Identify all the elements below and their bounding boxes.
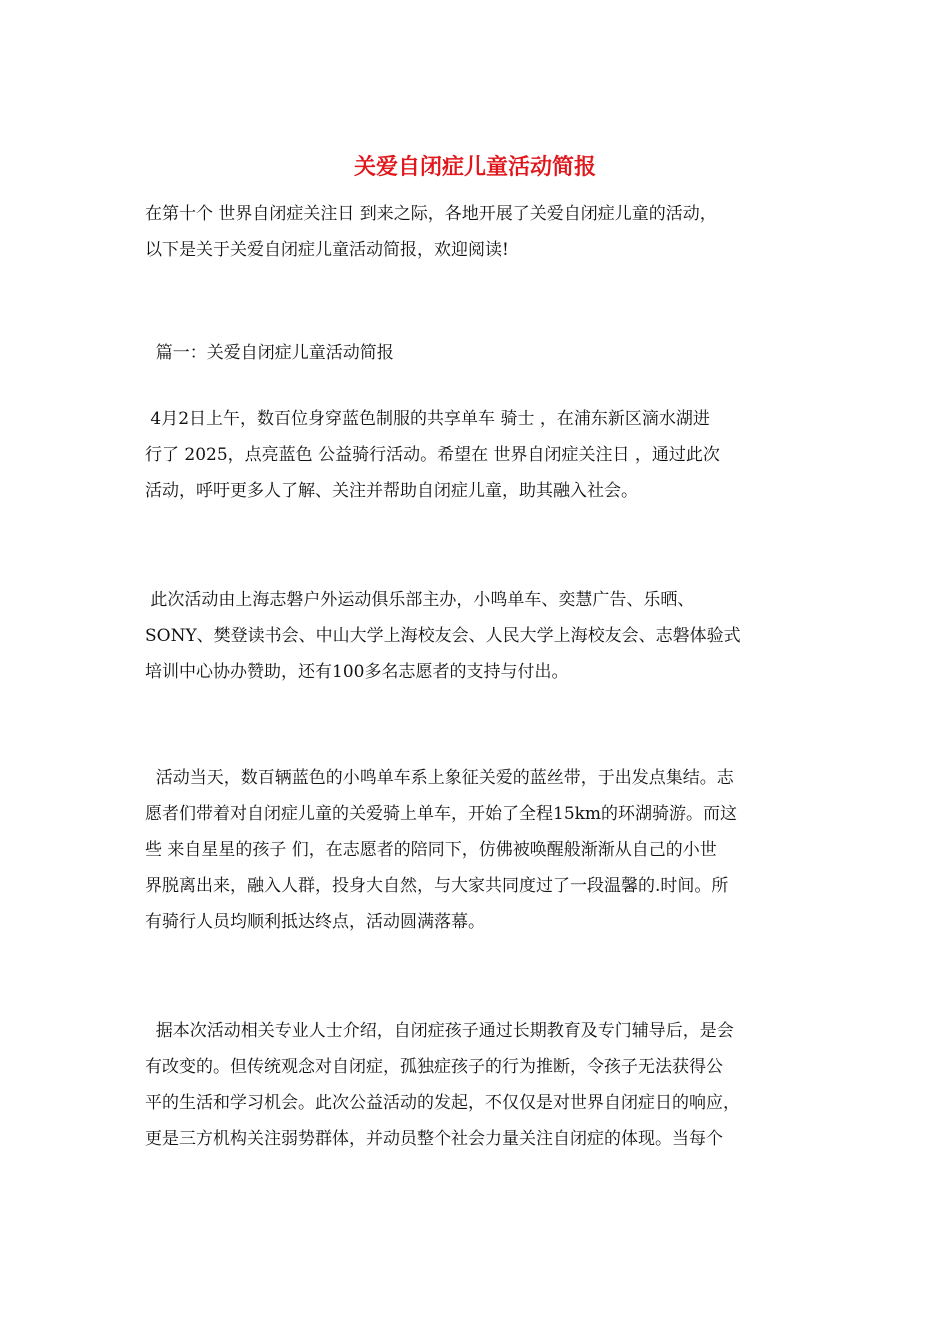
intro-paragraph — [145, 196, 807, 268]
paragraph-line: 4月2日上午，数百位身穿蓝色制服的共享单车 骑士 ，在浦东新区滴水湖进 — [145, 409, 710, 429]
body-paragraph-4 — [145, 1013, 807, 1157]
paragraph-line: 培训中心协办赞助，还有100多名志愿者的支持与付出。 — [145, 662, 569, 682]
paragraph-line: 更是三方机构关注弱势群体，并动员整个社会力量关注自闭症的体现。当每个 — [145, 1129, 723, 1149]
paragraph-line: 有骑行人员均顺利抵达终点，活动圆满落幕。 — [145, 912, 485, 932]
body-paragraph-3 — [145, 760, 807, 940]
section-heading — [145, 335, 807, 371]
paragraph-line: 界脱离出来，融入人群，投身大自然，与大家共同度过了一段温馨的.时间。所 — [145, 876, 729, 896]
paragraph-line: 有改变的。但传统观念对自闭症，孤独症孩子的行为推断，令孩子无法获得公 — [145, 1057, 723, 1077]
paragraph-line: 平的生活和学习机会。此次公益活动的发起，不仅仅是对世界自闭症日的响应， — [145, 1093, 740, 1113]
body-paragraph-2 — [145, 582, 807, 690]
paragraph-line: 些 来自星星的孩子 们，在志愿者的陪同下，仿佛被唤醒般渐渐从自己的小世 — [145, 840, 717, 860]
paragraph-line: 此次活动由上海志磐户外运动俱乐部主办，小鸣单车、奕慧广告、乐晒、 — [145, 590, 695, 610]
paragraph-line: 据本次活动相关专业人士介绍，自闭症孩子通过长期教育及专门辅导后，是会 — [145, 1021, 734, 1041]
paragraph-line: 愿者们带着对自闭症儿童的关爱骑上单车，开始了全程15km的环湖骑游。而这 — [145, 804, 738, 824]
intro-line: 在第十个 世界自闭症关注日 到来之际，各地开展了关爱自闭症儿童的活动， — [145, 204, 717, 224]
paragraph-line: 活动，呼吁更多人了解、关注并帮助自闭症儿童，助其融入社会。 — [145, 481, 638, 501]
document-title: 关爱自闭症儿童活动简报 — [353, 154, 596, 180]
body-paragraph-1 — [145, 401, 807, 509]
paragraph-line: 行了 2025，点亮蓝色 公益骑行活动。希望在 世界自闭症关注日 ，通过此次 — [145, 445, 720, 465]
paragraph-line: 活动当天，数百辆蓝色的小鸣单车系上象征关爱的蓝丝带，于出发点集结。志 — [145, 768, 734, 788]
section-heading-text: 篇一：关爱自闭症儿童活动简报 — [145, 343, 394, 363]
intro-line: 以下是关于关爱自闭症儿童活动简报，欢迎阅读! — [145, 240, 509, 260]
paragraph-line: SONY、樊登读书会、中山大学上海校友会、人民大学上海校友会、志磐体验式 — [145, 626, 741, 646]
